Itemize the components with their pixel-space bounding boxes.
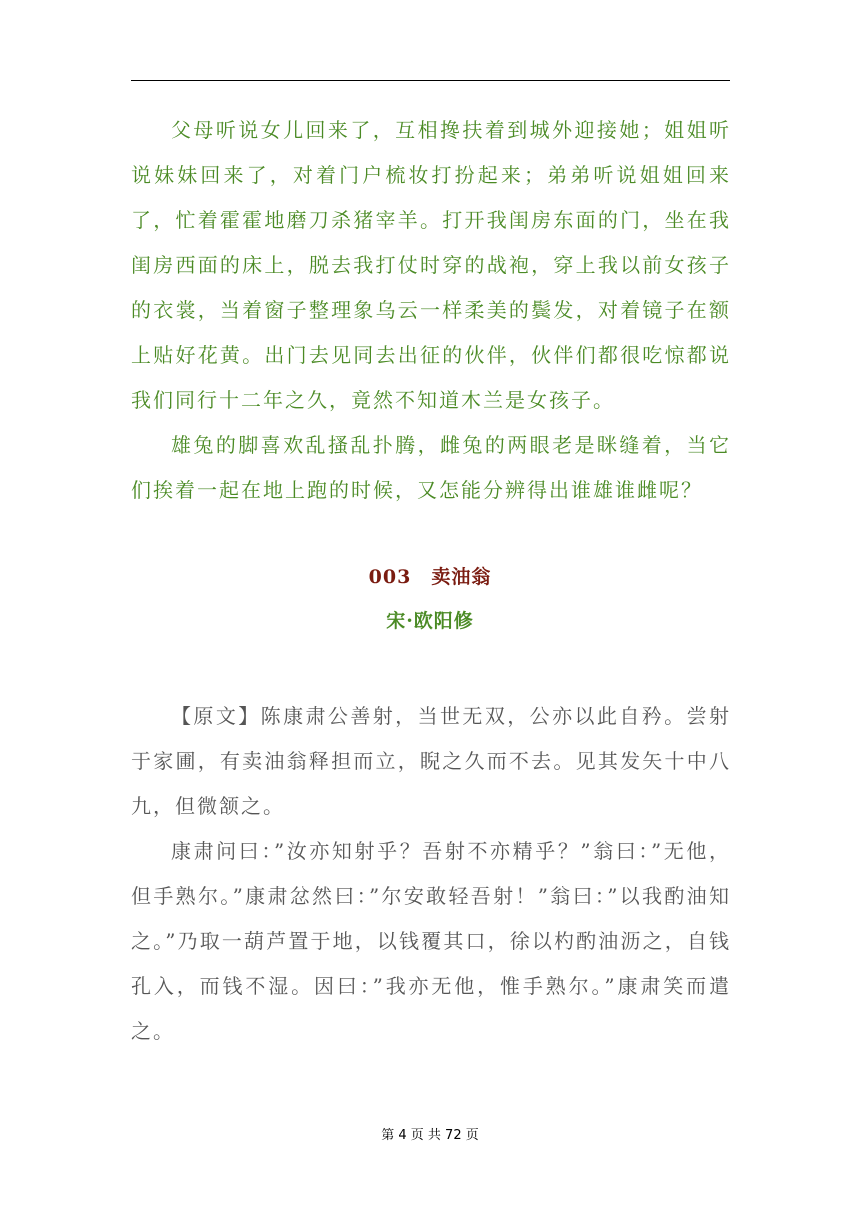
original-paragraph: 康肃问曰：”汝亦知射乎？吾射不亦精乎？”翁曰：”无他，但手熟尔。”康肃忿然曰：”尔安敢轻吾射！”翁曰：”以我酌油知之。”乃取一葫芦置于地，以钱覆其口，徐以杓酌油沥之，自钱孔入，而钱不湿。因曰：”我亦无他，惟手熟尔。”康肃笑而遣之。 bbox=[131, 839, 731, 1043]
translation-text bbox=[131, 108, 731, 513]
page-number: 第 4 页 共 72 页 bbox=[381, 1128, 479, 1143]
original-text bbox=[131, 694, 731, 1054]
section-title: 003 卖油翁 bbox=[368, 566, 492, 588]
translation-paragraph: 父母听说女儿回来了，互相搀扶着到城外迎接她；姐姐听说妹妹回来了，对着门户梳妆打扮起来；弟弟听说姐姐回来了，忙着霍霍地磨刀杀猪宰羊。打开我闺房东面的门，坐在我闺房西面的床上，脱去我打仗时穿的战袍，穿上我以前女孩子的衣裳，当着窗子整理象乌云一样柔美的鬓发，对着镜子在额上贴好花黄。出门去见同去出征的伙伴，伙伴们都很吃惊都说我们同行十二年之久，竟然不知道木兰是女孩子。 bbox=[131, 118, 731, 412]
header-divider bbox=[131, 80, 730, 81]
section-author: 宋·欧阳修 bbox=[386, 610, 474, 632]
translation-paragraph: 雄兔的脚喜欢乱搔乱扑腾，雌兔的两眼老是眯缝着，当它们挨着一起在地上跑的时候，又怎能分辨得出谁雄谁雌呢？ bbox=[131, 433, 731, 502]
original-paragraph: 【原文】陈康肃公善射，当世无双，公亦以此自矜。尝射于家圃，有卖油翁释担而立，睨之久而不去。见其发矢十中八九，但微颔之。 bbox=[131, 704, 731, 818]
